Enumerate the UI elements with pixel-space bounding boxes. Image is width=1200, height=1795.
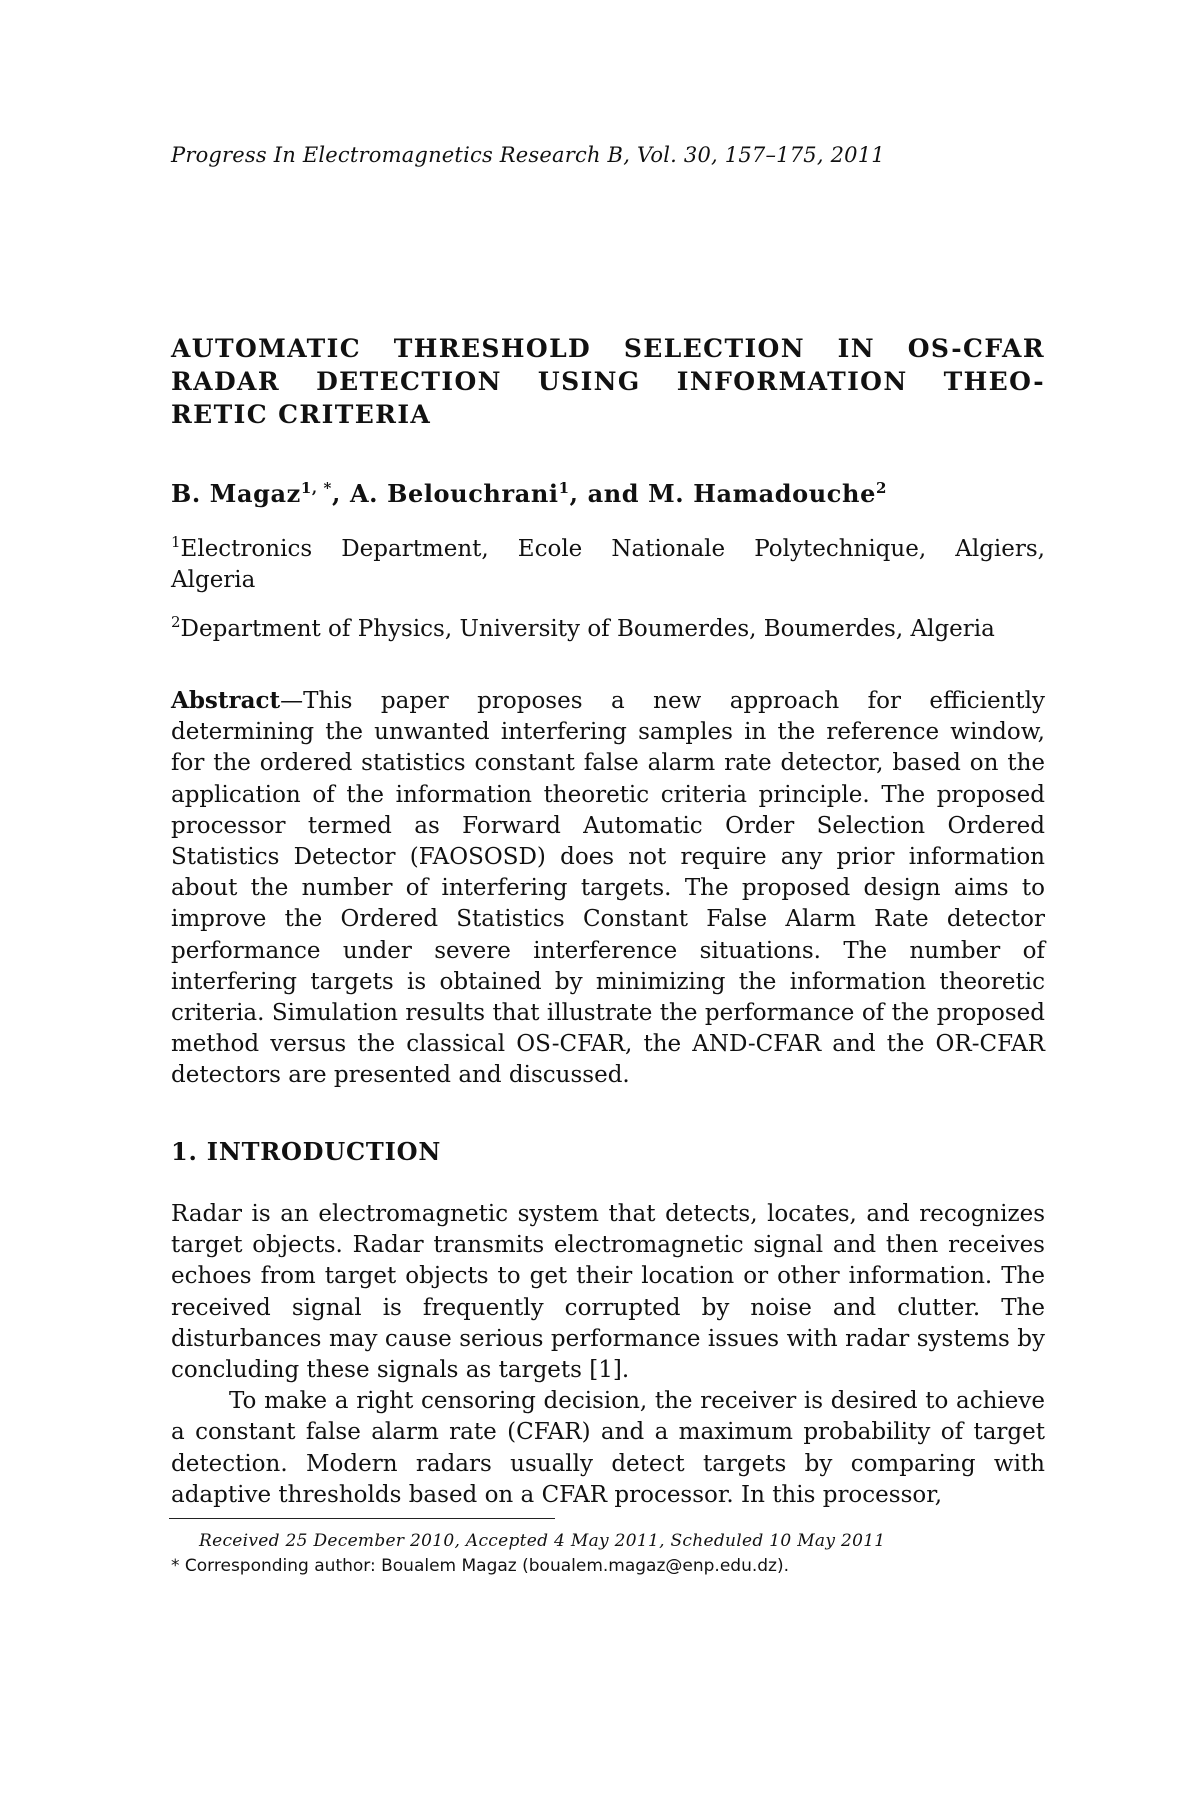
- author-affil-mark: 1: [558, 479, 570, 497]
- footnote-star: *: [171, 1556, 180, 1576]
- paper-title: [171, 332, 1045, 431]
- paragraph: To make a right censoring decision, the receiver is desired to achieve a constant false alarm rate (CFAR) and a maximum probability of target detection. Modern radars usually detect targets by comparing with adaptive thresholds based on a CFAR processor. In this processor,: [171, 1388, 1045, 1508]
- affiliation-2: [171, 614, 1045, 645]
- author-affil-mark: 1, *: [300, 479, 333, 497]
- section-heading: 1. INTRODUCTION: [171, 1137, 442, 1166]
- author-separator: , and: [569, 479, 649, 508]
- section-body: [171, 1199, 1045, 1511]
- author-separator: ,: [332, 479, 350, 508]
- abstract: [171, 685, 1045, 1092]
- abstract-label: Abstract: [171, 687, 281, 714]
- footnote-corresponding: [171, 1556, 789, 1576]
- affiliation-1-line-2: Algeria: [171, 567, 256, 593]
- author-list: [171, 479, 1045, 508]
- title-line-3: RETIC CRITERIA: [171, 400, 432, 429]
- affiliation-1-line-1: [171, 534, 1045, 565]
- author-name: B. Magaz: [171, 479, 301, 508]
- affiliation-2-text: Department of Physics, University of Boumerdes, Boumerdes, Algeria: [180, 616, 995, 642]
- footnote-corresponding-text: Corresponding author: Boualem Magaz (boualem.magaz@enp.edu.dz).: [184, 1556, 790, 1576]
- affiliation-1-text: Electronics Department, Ecole Nationale Polytechnique, Algiers,: [180, 536, 1045, 562]
- title-line-2: RADAR DETECTION USING INFORMATION THEO-: [171, 367, 1045, 396]
- author-affil-mark: 2: [875, 479, 887, 497]
- footnote-rule: [169, 1518, 555, 1519]
- author-name: M. Hamadouche: [648, 479, 876, 508]
- title-line-1: AUTOMATIC THRESHOLD SELECTION IN OS-CFAR: [171, 334, 1045, 363]
- affiliation-mark: 1: [171, 533, 181, 551]
- author-name: A. Belouchrani: [349, 479, 559, 508]
- abstract-text: This paper proposes a new approach for efficiently determining the unwanted interfering samples in the reference window, for the ordered statistics constant false alarm rate detector, based on the application of the information theoretic criteria principle. The proposed processor termed as Forward Automatic Order Selection Ordered Statistics Detector (FAOSOSD) does not require any prior information about the number of interfering targets. The proposed design aims to improve the Ordered Statistics Constant False Alarm Rate detector performance under severe interference situations. The number of interfering targets is obtained by minimizing the information theoretic criteria. Simulation results that illustrate the performance of the proposed method versus the classical OS-CFAR, the AND-CFAR and the OR-CFAR detectors are presented and discussed.: [171, 688, 1045, 1089]
- footnote-dates: Received 25 December 2010, Accepted 4 May 2011, Scheduled 10 May 2011: [199, 1531, 886, 1551]
- paragraph: Radar is an electromagnetic system that detects, locates, and recognizes target objects. Radar transmits electromagnetic signal and then receives echoes from target objects to get their location or other information. The received signal is frequently corrupted by noise and clutter. The disturbances may cause serious performance issues with radar systems by concluding these signals as targets [1].: [171, 1201, 1045, 1384]
- affiliation-1: [171, 534, 1045, 596]
- running-head: Progress In Electromagnetics Research B, Vol. 30, 157–175, 2011: [171, 143, 885, 167]
- affiliation-mark: 2: [171, 613, 181, 631]
- abstract-dash: —: [280, 688, 304, 714]
